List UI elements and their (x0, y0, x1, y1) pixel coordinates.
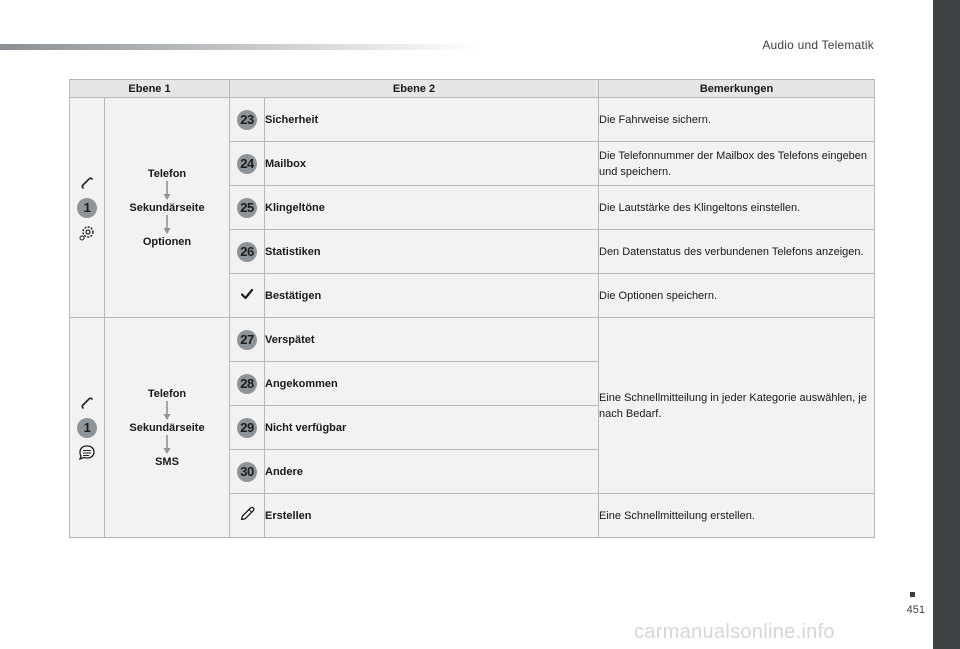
step-badge: 30 (237, 462, 257, 482)
level1-badge: 1 (77, 418, 97, 438)
item-label: Andere (265, 450, 599, 494)
item-label: Bestätigen (265, 274, 599, 318)
column-header-bemerkungen: Bemerkungen (599, 80, 875, 98)
level1-icons-cell (70, 318, 105, 538)
step-badge: 25 (237, 198, 257, 218)
level1-badge: 1 (77, 198, 97, 218)
item-label: Angekommen (265, 362, 599, 406)
phone-icon (78, 174, 96, 192)
chapter-sidebar (933, 0, 960, 649)
check-icon (240, 287, 254, 301)
number-cell (230, 494, 265, 538)
nav-step-sms: SMS (155, 455, 179, 468)
number-cell (230, 274, 265, 318)
nav-step-telefon: Telefon (147, 387, 187, 400)
down-arrow-icon (162, 214, 172, 236)
gear-icon (78, 224, 96, 242)
step-badge: 23 (237, 110, 257, 130)
number-cell (230, 230, 265, 274)
item-label: Mailbox (265, 142, 599, 186)
item-label: Verspätet (265, 318, 599, 362)
item-label: Nicht verfügbar (265, 406, 599, 450)
step-badge: 28 (237, 374, 257, 394)
watermark: carmanualsonline.info (634, 621, 835, 643)
item-remark: Die Optionen speichern. (599, 274, 875, 318)
item-remark: Den Datenstatus des verbundenen Telefons anzeigen. (599, 230, 875, 274)
down-arrow-icon (162, 180, 172, 202)
header-gradient-bar (0, 44, 480, 50)
item-label: Klingeltöne (265, 186, 599, 230)
number-cell (230, 98, 265, 142)
item-remark: Die Telefonnummer der Mailbox des Telefons eingeben und speichern. (599, 142, 875, 186)
number-cell (230, 186, 265, 230)
nav-step-sekundaerseite: Sekundärseite (129, 201, 205, 214)
table-header-row (70, 80, 875, 98)
level1-icons-cell (70, 98, 105, 318)
message-icon (78, 444, 96, 462)
step-badge: 27 (237, 330, 257, 350)
number-cell (230, 142, 265, 186)
nav-step-optionen: Optionen (142, 235, 192, 248)
column-header-ebene-1: Ebene 1 (70, 80, 230, 98)
step-badge: 26 (237, 242, 257, 262)
section-title: Audio und Telematik (762, 38, 874, 52)
table-row (70, 318, 875, 362)
item-remark: Die Lautstärke des Klingeltons einstellen. (599, 186, 875, 230)
level1-navigation-cell (105, 318, 230, 538)
number-cell (230, 406, 265, 450)
down-arrow-icon (162, 400, 172, 422)
column-header-ebene-2: Ebene 2 (230, 80, 599, 98)
page-number: 451 (906, 604, 925, 616)
nav-step-telefon: Telefon (147, 167, 187, 180)
item-label: Sicherheit (265, 98, 599, 142)
step-badge: 29 (237, 418, 257, 438)
number-cell (230, 450, 265, 494)
nav-step-sekundaerseite: Sekundärseite (129, 421, 205, 434)
item-remark: Eine Schnellmitteilung erstellen. (599, 494, 875, 538)
item-label: Statistiken (265, 230, 599, 274)
pencil-icon (239, 506, 255, 522)
item-label: Erstellen (265, 494, 599, 538)
down-arrow-icon (162, 434, 172, 456)
item-remark: Die Fahrweise sichern. (599, 98, 875, 142)
level1-navigation-cell (105, 98, 230, 318)
number-cell (230, 318, 265, 362)
page-marker (910, 592, 915, 597)
number-cell (230, 362, 265, 406)
table-row (70, 98, 875, 142)
menu-table (69, 79, 875, 538)
phone-icon (78, 394, 96, 412)
step-badge: 24 (237, 154, 257, 174)
shared-remark: Eine Schnellmitteilung in jeder Kategorie auswählen, je nach Bedarf. (599, 318, 875, 494)
